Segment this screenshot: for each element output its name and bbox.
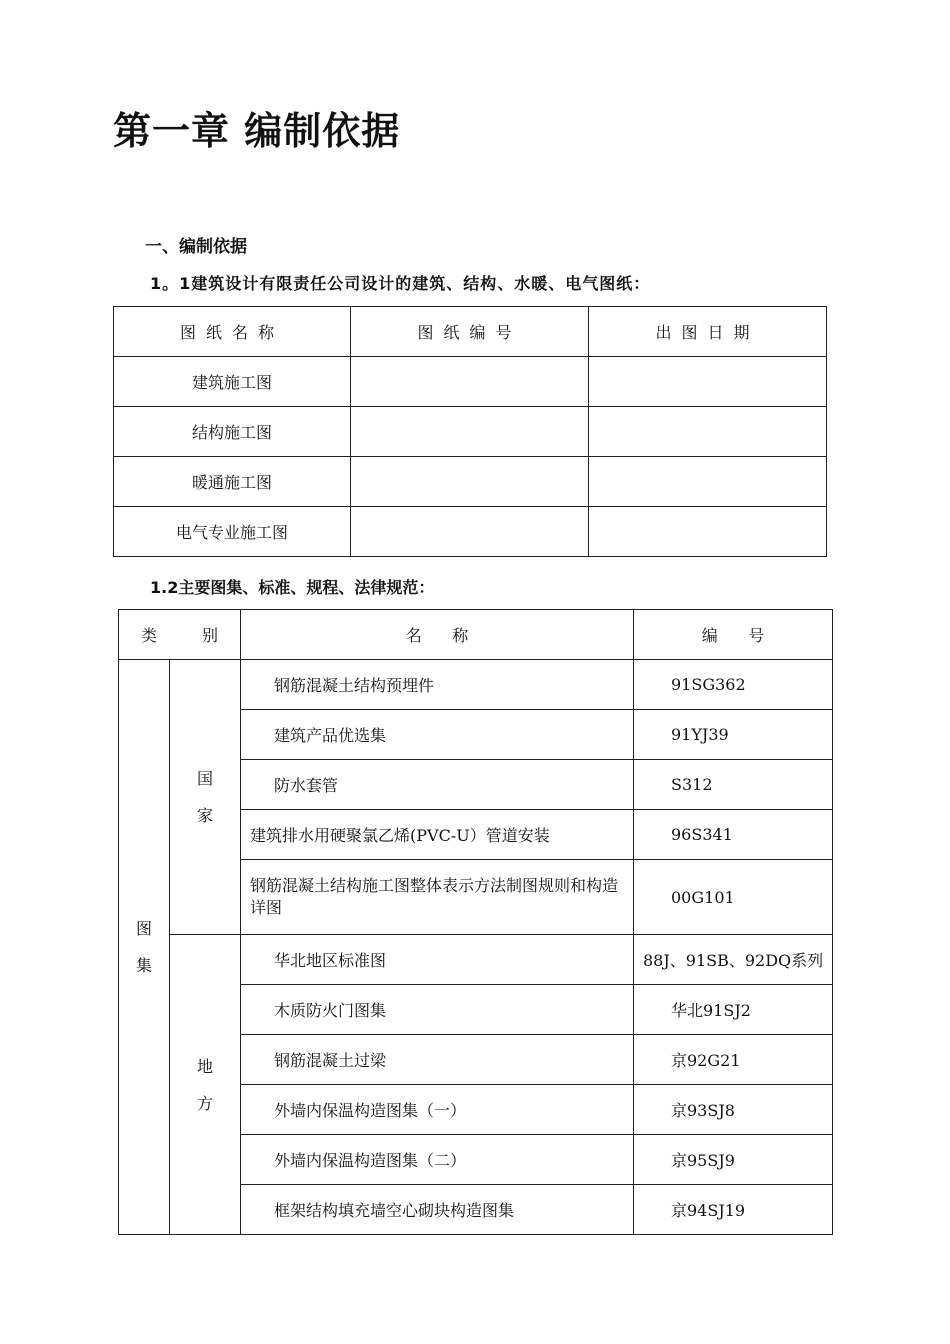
- category-cell: [119, 660, 170, 1235]
- chapter-title: 第一章 编制依据: [113, 109, 401, 153]
- standard-name-cell: 外墙内保温构造图集（二）: [241, 1135, 634, 1185]
- group-cell-national: [170, 660, 241, 935]
- issue-date-cell: [589, 407, 827, 457]
- subsection-heading-standards: 1.2主要图集、标准、规程、法律规范：: [150, 578, 435, 597]
- group-label: 地方: [197, 1056, 214, 1113]
- table-row: [119, 935, 833, 985]
- standard-code-cell: 京94SJ19: [634, 1185, 833, 1235]
- drawing-name-cell: 电气专业施工图: [114, 507, 351, 557]
- standard-name-cell: 防水套管: [241, 760, 634, 810]
- table-header-row: [114, 307, 827, 357]
- standard-name-cell: 钢筋混凝土过梁: [241, 1035, 634, 1085]
- standard-name-cell: 外墙内保温构造图集（一）: [241, 1085, 634, 1135]
- issue-date-cell: [589, 457, 827, 507]
- standard-code-cell: 88J、91SB、92DQ系列: [634, 935, 833, 985]
- drawing-number-cell: [351, 507, 589, 557]
- standard-name-cell: 建筑排水用硬聚氯乙烯(PVC-U）管道安装: [241, 810, 634, 860]
- drawing-name-cell: 暖通施工图: [114, 457, 351, 507]
- standard-name-cell: 建筑产品优选集: [241, 710, 634, 760]
- issue-date-cell: [589, 357, 827, 407]
- issue-date-cell: [589, 507, 827, 557]
- standard-code-cell: 91YJ39: [634, 710, 833, 760]
- column-header: 类 别: [119, 610, 241, 660]
- standard-name-text: 钢筋混凝土结构施工图整体表示方法制图规则和构造详图: [250, 876, 619, 917]
- drawing-name-cell: 建筑施工图: [114, 357, 351, 407]
- column-header: 编 号: [634, 610, 833, 660]
- standard-code-cell: 京95SJ9: [634, 1135, 833, 1185]
- column-header: 图纸编号: [351, 307, 589, 357]
- table-row: [114, 457, 827, 507]
- standard-code-cell: 00G101: [634, 860, 833, 935]
- table-row: [119, 660, 833, 710]
- drawing-number-cell: [351, 457, 589, 507]
- table-row: [114, 407, 827, 457]
- standard-name-cell: 钢筋混凝土结构预埋件: [241, 660, 634, 710]
- standard-code-cell: S312: [634, 760, 833, 810]
- standard-name-cell: 木质防火门图集: [241, 985, 634, 1035]
- table-row: [114, 357, 827, 407]
- standard-name-cell: 华北地区标准图: [241, 935, 634, 985]
- column-header: 出图日期: [589, 307, 827, 357]
- column-header: 名 称: [241, 610, 634, 660]
- category-label: 图集: [136, 919, 153, 975]
- subsection-heading-drawings: 1。1建筑设计有限责任公司设计的建筑、结构、水暖、电气图纸：: [150, 274, 651, 293]
- standard-code-cell: 华北91SJ2: [634, 985, 833, 1035]
- column-header: 图纸名称: [114, 307, 351, 357]
- standard-code-cell: 京93SJ8: [634, 1085, 833, 1135]
- drawing-name-cell: 结构施工图: [114, 407, 351, 457]
- drawing-number-cell: [351, 357, 589, 407]
- section-heading: 一、编制依据: [145, 237, 247, 257]
- standard-name-cell: [241, 860, 634, 935]
- drawing-number-cell: [351, 407, 589, 457]
- table-row: [114, 507, 827, 557]
- group-label: 国家: [197, 769, 214, 825]
- table-header-row: [119, 610, 833, 660]
- standards-table: [118, 609, 833, 1235]
- standard-code-cell: 京92G21: [634, 1035, 833, 1085]
- group-cell-local: [170, 935, 241, 1235]
- drawings-table: [113, 306, 827, 557]
- standard-code-cell: 91SG362: [634, 660, 833, 710]
- standard-name-cell: 框架结构填充墙空心砌块构造图集: [241, 1185, 634, 1235]
- standard-code-cell: 96S341: [634, 810, 833, 860]
